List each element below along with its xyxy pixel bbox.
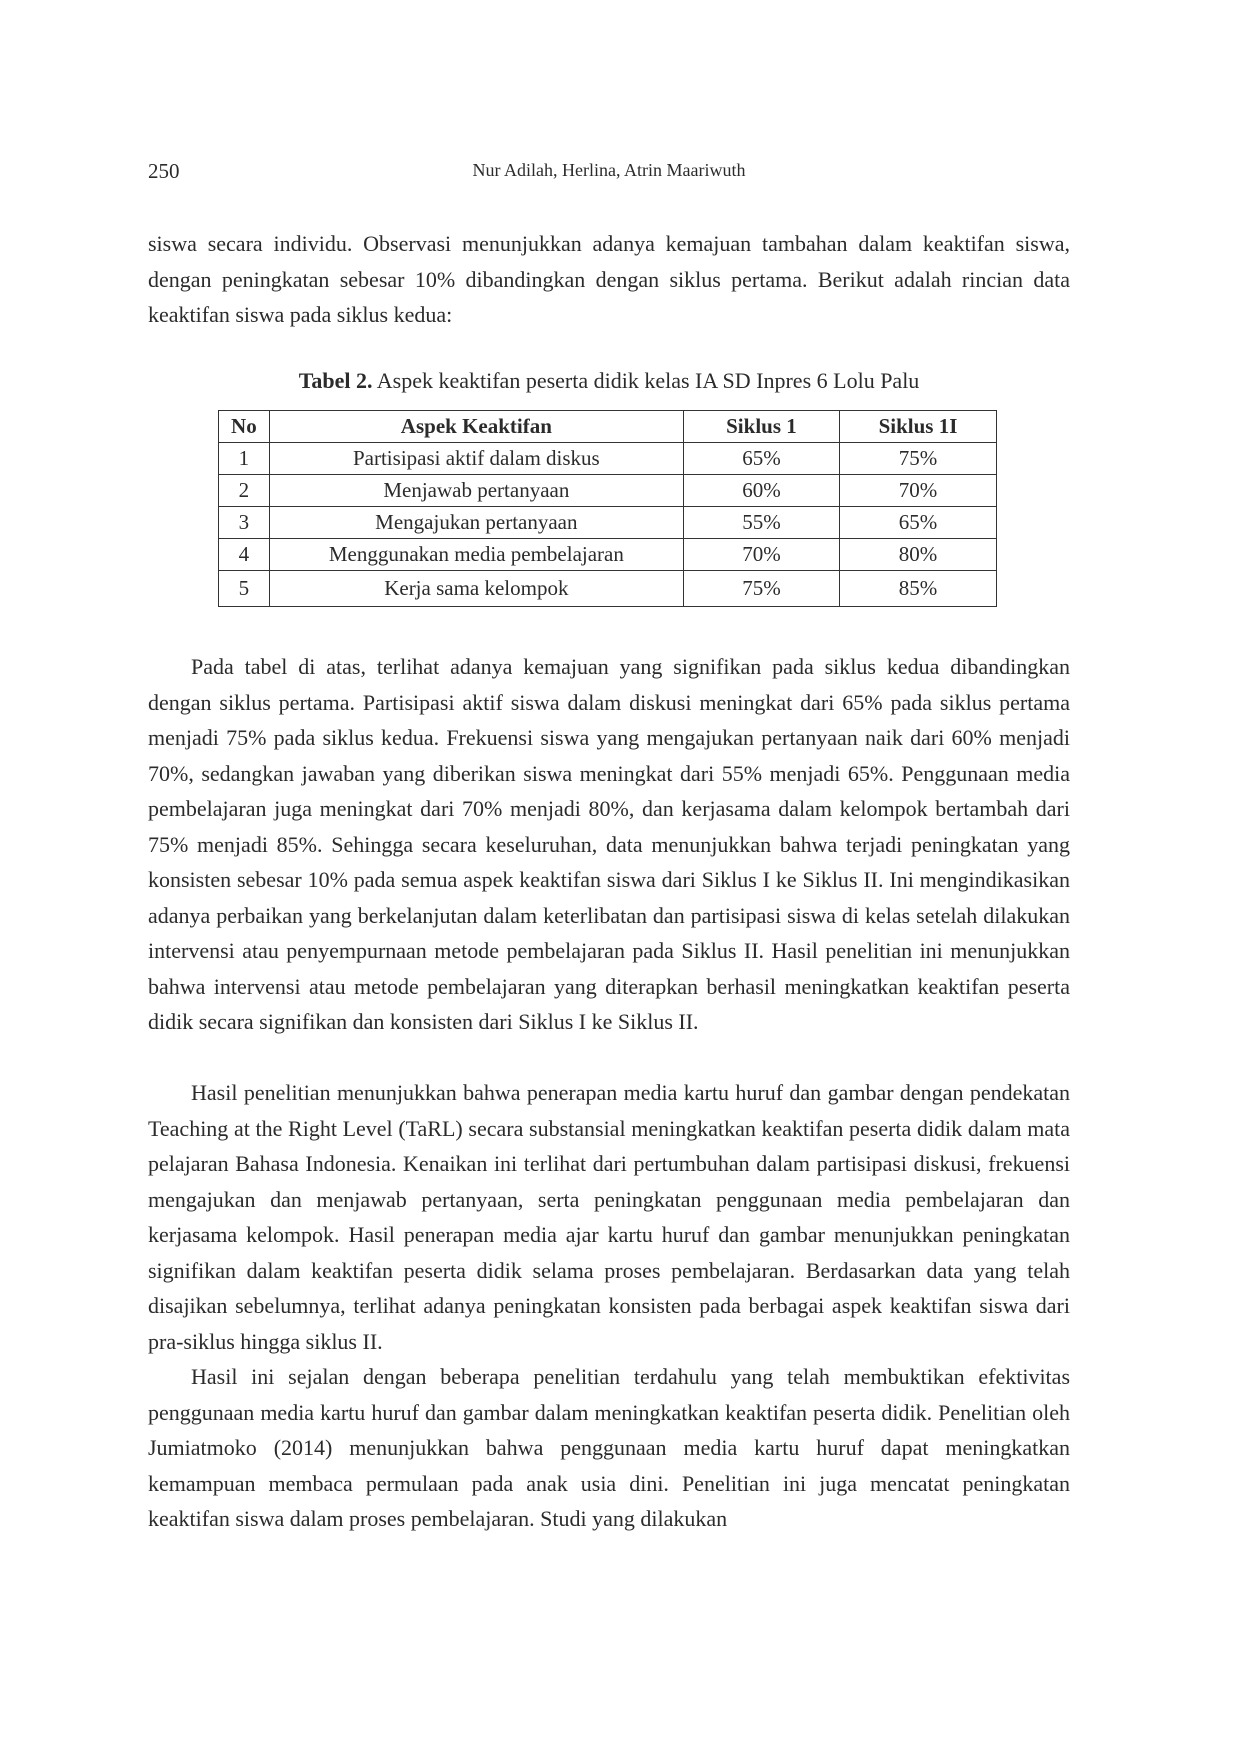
intro-paragraph: siswa secara individu. Observasi menunjukkan adanya kemajuan tambahan dalam keaktifan siswa, dengan peningkatan sebesar 10% dibandingkan dengan siklus pertama. Berikut adalah rincian data keaktifan siswa pada siklus kedua:	[148, 231, 1070, 327]
cell-siklus-1: 65%	[683, 443, 839, 475]
table-row	[219, 539, 997, 571]
table-caption-label: Tabel 2.	[298, 368, 373, 393]
column-header-siklus-2: Siklus 1I	[839, 411, 996, 443]
body-paragraph: Hasil penelitian menunjukkan bahwa penerapan media kartu huruf dan gambar dengan pendekatan Teaching at the Right Level (TaRL) secara substansial meningkatkan keaktifan peserta didik dalam mata pelajaran Bahasa Indonesia. Kenaikan ini terlihat dari pertumbuhan dalam partisipasi diskusi, frekuensi mengajukan dan menjawab pertanyaan, serta peningkatan penggunaan media pembelajaran dan kerjasama kelompok. Hasil penerapan media ajar kartu huruf dan gambar menunjukkan peningkatan signifikan dalam keaktifan peserta didik selama proses pembelajaran. Berdasarkan data yang telah disajikan sebelumnya, terlihat adanya peningkatan konsisten pada berbagai aspek keaktifan siswa dari pra-siklus hingga siklus II.	[148, 1080, 1070, 1354]
body-paragraph: Pada tabel di atas, terlihat adanya kemajuan yang signifikan pada siklus kedua dibandingkan dengan siklus pertama. Partisipasi aktif siswa dalam diskusi meningkat dari 65% pada siklus pertama menjadi 75% pada siklus kedua. Frekuensi siswa yang mengajukan pertanyaan naik dari 60% menjadi 70%, sedangkan jawaban yang diberikan siswa meningkat dari 55% menjadi 65%. Penggunaan media pembelajaran juga meningkat dari 70% menjadi 80%, dan kerjasama dalam kelompok bertambah dari 75% menjadi 85%. Sehingga secara keseluruhan, data menunjukkan bahwa terjadi peningkatan yang konsisten sebesar 10% pada semua aspek keaktifan siswa dari Siklus I ke Siklus II. Ini mengindikasikan adanya perbaikan yang berkelanjutan dalam keterlibatan dan partisipasi siswa di kelas setelah dilakukan intervensi atau penyempurnaan metode pembelajaran pada Siklus II. Hasil penelitian ini menunjukkan bahwa intervensi atau metode pembelajaran yang diterapkan berhasil meningkatkan keaktifan peserta didik secara signifikan dan konsisten dari Siklus I ke Siklus II.	[148, 654, 1070, 1034]
column-header-aspek: Aspek Keaktifan	[269, 411, 683, 443]
page-number: 250	[148, 159, 180, 183]
running-header	[148, 159, 1070, 189]
cell-no: 2	[219, 475, 270, 507]
cell-siklus-2: 85%	[839, 571, 996, 607]
cell-siklus-1: 75%	[683, 571, 839, 607]
cell-no: 4	[219, 539, 270, 571]
cell-no: 5	[219, 571, 270, 607]
cell-siklus-2: 75%	[839, 443, 996, 475]
table-row	[219, 571, 997, 607]
cell-siklus-1: 55%	[683, 507, 839, 539]
cell-siklus-1: 70%	[683, 539, 839, 571]
column-header-siklus-1: Siklus 1	[683, 411, 839, 443]
cell-siklus-1: 60%	[683, 475, 839, 507]
cell-aspek: Kerja sama kelompok	[269, 571, 683, 607]
cell-no: 1	[219, 443, 270, 475]
cell-aspek: Menjawab pertanyaan	[269, 475, 683, 507]
cell-aspek: Menggunakan media pembelajaran	[269, 539, 683, 571]
table-row	[219, 475, 997, 507]
cell-aspek: Partisipasi aktif dalam diskus	[269, 443, 683, 475]
table-row	[219, 507, 997, 539]
cell-aspek: Mengajukan pertanyaan	[269, 507, 683, 539]
keaktifan-table	[218, 410, 997, 607]
table-header-row	[219, 411, 997, 443]
header-authors: Nur Adilah, Herlina, Atrin Maariwuth	[472, 160, 746, 180]
table-caption	[148, 368, 1070, 394]
cell-no: 3	[219, 507, 270, 539]
table-row	[219, 443, 997, 475]
column-header-no: No	[219, 411, 270, 443]
table-caption-text: Aspek keaktifan peserta didik kelas IA SD Inpres 6 Lolu Palu	[372, 368, 920, 393]
body-paragraph: Hasil ini sejalan dengan beberapa penelitian terdahulu yang telah membuktikan efektivitas penggunaan media kartu huruf dan gambar dalam meningkatkan keaktifan peserta didik. Penelitian oleh Jumiatmoko (2014) menunjukkan bahwa penggunaan media kartu huruf dapat meningkatkan kemampuan membaca permulaan pada anak usia dini. Penelitian ini juga mencatat peningkatan keaktifan siswa dalam proses pembelajaran. Studi yang dilakukan	[148, 1364, 1070, 1531]
cell-siklus-2: 65%	[839, 507, 996, 539]
cell-siklus-2: 70%	[839, 475, 996, 507]
cell-siklus-2: 80%	[839, 539, 996, 571]
